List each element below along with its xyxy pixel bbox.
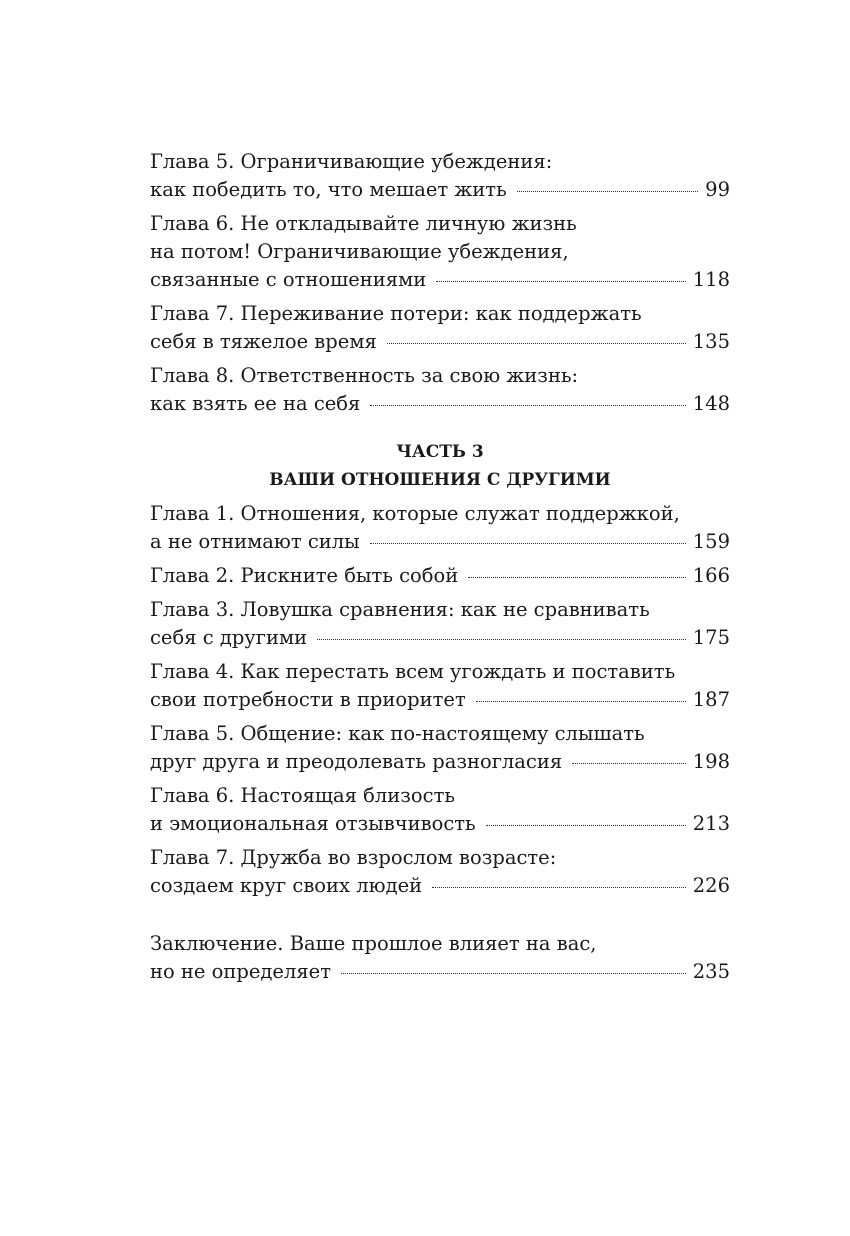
toc-entry-line: Глава 5. Ограничивающие убеждения: (150, 150, 553, 173)
toc-entry-text: связанные с отношениями (150, 268, 427, 291)
toc-entry-last-line (150, 328, 730, 356)
toc-entry-line: Глава 3. Ловушка сравнения: как не сравнивать (150, 598, 650, 621)
toc-entry-text: но не определяет (150, 960, 331, 983)
dot-leader (432, 887, 686, 888)
dot-leader (468, 577, 685, 578)
part-3-heading (150, 438, 730, 494)
toc-entry (150, 844, 730, 900)
toc-entry-line: Глава 8. Ответственность за свою жизнь: (150, 364, 579, 387)
toc-entry-last-line (150, 266, 730, 294)
toc-entry (150, 148, 730, 204)
toc-entry-text: себя с другими (150, 626, 308, 649)
toc-entry (150, 362, 730, 418)
toc-entry-last-line (150, 624, 730, 652)
toc-entry-line: на потом! Ограничивающие убеждения, (150, 240, 569, 263)
toc-entry-last-line (150, 528, 730, 556)
page-number: 175 (692, 626, 730, 649)
part-3-label: ЧАСТЬ 3 (396, 442, 484, 462)
part-2-entries (150, 148, 730, 418)
table-of-contents (150, 148, 730, 992)
page-number: 159 (692, 530, 730, 553)
toc-entry-conclusion (150, 930, 730, 986)
dot-leader (341, 973, 686, 974)
dot-leader (436, 281, 686, 282)
page-number: 99 (705, 178, 730, 201)
dot-leader (572, 763, 686, 764)
toc-entry-text: себя в тяжелое время (150, 330, 377, 353)
toc-entry (150, 720, 730, 776)
toc-entry-line: Заключение. Ваше прошлое влияет на вас, (150, 932, 597, 955)
toc-entry-text: свои потребности в приоритет (150, 688, 466, 711)
toc-entry-line: Глава 4. Как перестать всем угождать и поставить (150, 660, 676, 683)
dot-leader (370, 543, 686, 544)
page-number: 187 (692, 688, 730, 711)
dot-leader (486, 825, 686, 826)
toc-entry-last-line (150, 562, 730, 590)
dot-leader (370, 405, 685, 406)
toc-entry-text: создаем круг своих людей (150, 874, 423, 897)
toc-entry-last-line (150, 958, 730, 986)
toc-entry-line: Глава 7. Дружба во взрослом возрасте: (150, 846, 557, 869)
page-number: 226 (692, 874, 730, 897)
toc-entry-line: Глава 7. Переживание потери: как поддержать (150, 302, 642, 325)
dot-leader (476, 701, 686, 702)
toc-entry-last-line (150, 390, 730, 418)
toc-entry-text: Глава 2. Рискните быть собой (150, 564, 459, 587)
toc-entry-text: а не отнимают силы (150, 530, 360, 553)
page-number: 118 (692, 268, 730, 291)
page-number: 135 (692, 330, 730, 353)
dot-leader (387, 343, 686, 344)
toc-entry (150, 300, 730, 356)
page-number: 148 (692, 392, 730, 415)
page-number: 198 (692, 750, 730, 773)
toc-entry-line: Глава 6. Настоящая близость (150, 784, 455, 807)
toc-entry (150, 596, 730, 652)
toc-entry-last-line (150, 686, 730, 714)
toc-entry-line: Глава 6. Не откладывайте личную жизнь (150, 212, 577, 235)
page-number: 235 (692, 960, 730, 983)
toc-entry (150, 210, 730, 294)
dot-leader (317, 639, 686, 640)
part-3-entries (150, 500, 730, 900)
toc-entry (150, 500, 730, 556)
toc-entry-text: как взять ее на себя (150, 392, 361, 415)
spacer (150, 906, 730, 930)
toc-entry-text: как победить то, что мешает жить (150, 178, 507, 201)
toc-entry-last-line (150, 810, 730, 838)
toc-entry-last-line (150, 176, 730, 204)
dot-leader (517, 191, 698, 192)
toc-entry-line: Глава 5. Общение: как по-настоящему слышать (150, 722, 645, 745)
page-number: 213 (692, 812, 730, 835)
page-number: 166 (692, 564, 730, 587)
toc-entry-last-line (150, 872, 730, 900)
toc-entry-line: Глава 1. Отношения, которые служат поддержкой, (150, 502, 680, 525)
toc-entry-text: и эмоциональная отзывчивость (150, 812, 476, 835)
toc-entry (150, 658, 730, 714)
toc-entry-last-line (150, 748, 730, 776)
part-3-title: ВАШИ ОТНОШЕНИЯ С ДРУГИМИ (269, 470, 611, 490)
toc-entry (150, 782, 730, 838)
toc-entry (150, 562, 730, 590)
toc-entry-text: друг друга и преодолевать разногласия (150, 750, 563, 773)
